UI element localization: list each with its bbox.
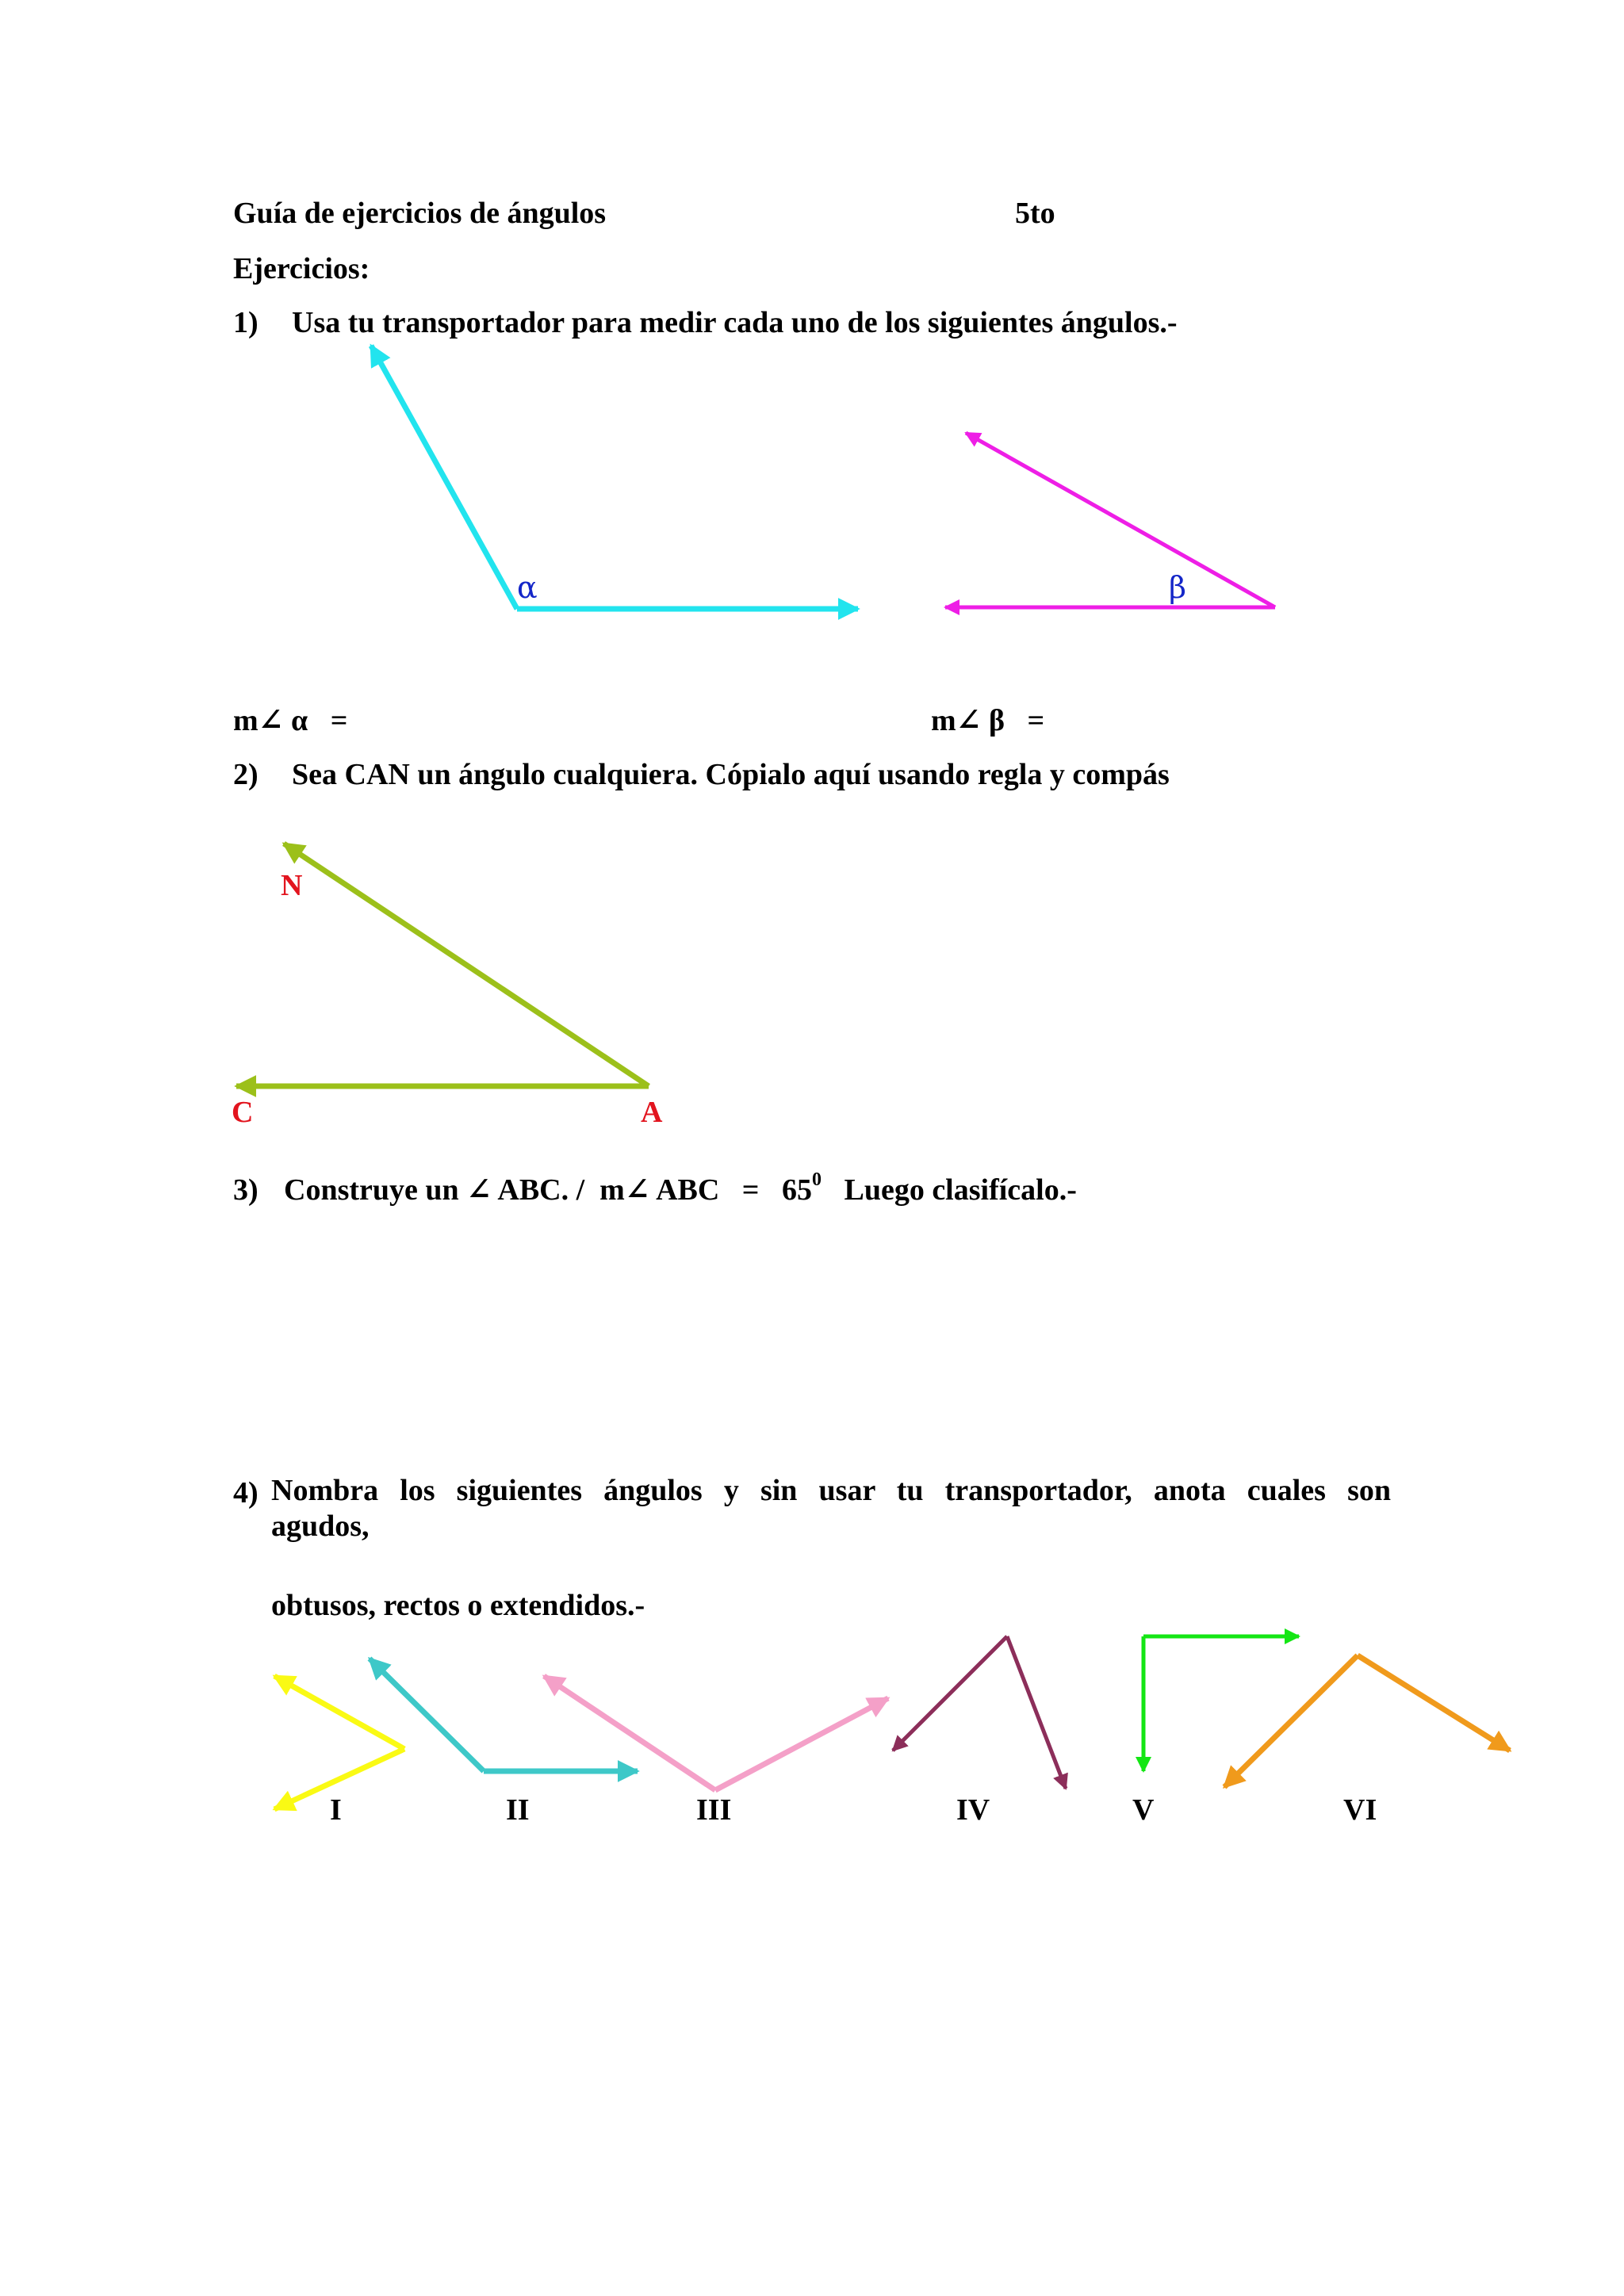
angle-v (1143, 1636, 1299, 1771)
angle-label-iii: III (696, 1793, 732, 1827)
vertex-label-n: N (281, 869, 303, 902)
vertex-label-c: C (232, 1096, 254, 1129)
exercise-4-instructions-line2: agudos, (271, 1510, 370, 1543)
angle-beta (945, 433, 1275, 607)
angle-alpha (371, 346, 858, 609)
exercise-3-spacer (822, 1173, 845, 1207)
angle-vi (1224, 1655, 1510, 1787)
angle-label-v: V (1132, 1793, 1155, 1827)
angle-i (274, 1676, 404, 1809)
angle-label-ii: II (506, 1793, 530, 1827)
exercise-3-number: 3) (233, 1173, 259, 1207)
angle-label-iv: IV (956, 1793, 990, 1827)
exercise-2-number: 2) (233, 758, 259, 791)
exercise-1-number: 1) (233, 306, 259, 339)
section-heading: Ejercicios: (233, 252, 370, 285)
exercise-1-instructions: Usa tu transportador para medir cada uno de los siguientes ángulos.- (292, 306, 1178, 339)
beta-symbol: β (1169, 570, 1186, 605)
grade-label: 5to (1015, 197, 1055, 230)
angle-label-vi: VI (1343, 1793, 1377, 1827)
beta-measure: m∠ β = (931, 704, 1045, 737)
exercise-3-text: Construye un ∠ ABC. / m∠ ABC = 65 (284, 1173, 812, 1207)
exercise-4-number: 4) (233, 1476, 259, 1510)
degree-superscript: 0 (811, 1169, 822, 1190)
angle-iv (893, 1636, 1066, 1789)
vertex-label-a: A (641, 1096, 663, 1129)
exercise-3-text-after: Luego clasifícalo.- (844, 1173, 1077, 1207)
exercise-4-instructions-line3: obtusos, rectos o extendidos.- (271, 1589, 645, 1622)
alpha-measure: m∠ α = (233, 704, 348, 737)
exercise-2-instructions: Sea CAN un ángulo cualquiera. Cópialo aquí usando regla y compás (292, 758, 1170, 791)
exercise-3-instructions (284, 1169, 1077, 1207)
alpha-symbol: α (517, 570, 538, 605)
page-title: Guía de ejercicios de ángulos (233, 197, 607, 230)
angle-label-i: I (330, 1793, 342, 1827)
exercise-4-instructions-line1: Nombra los siguientes ángulos y sin usar tu transportador, anota cuales son (271, 1474, 1391, 1507)
